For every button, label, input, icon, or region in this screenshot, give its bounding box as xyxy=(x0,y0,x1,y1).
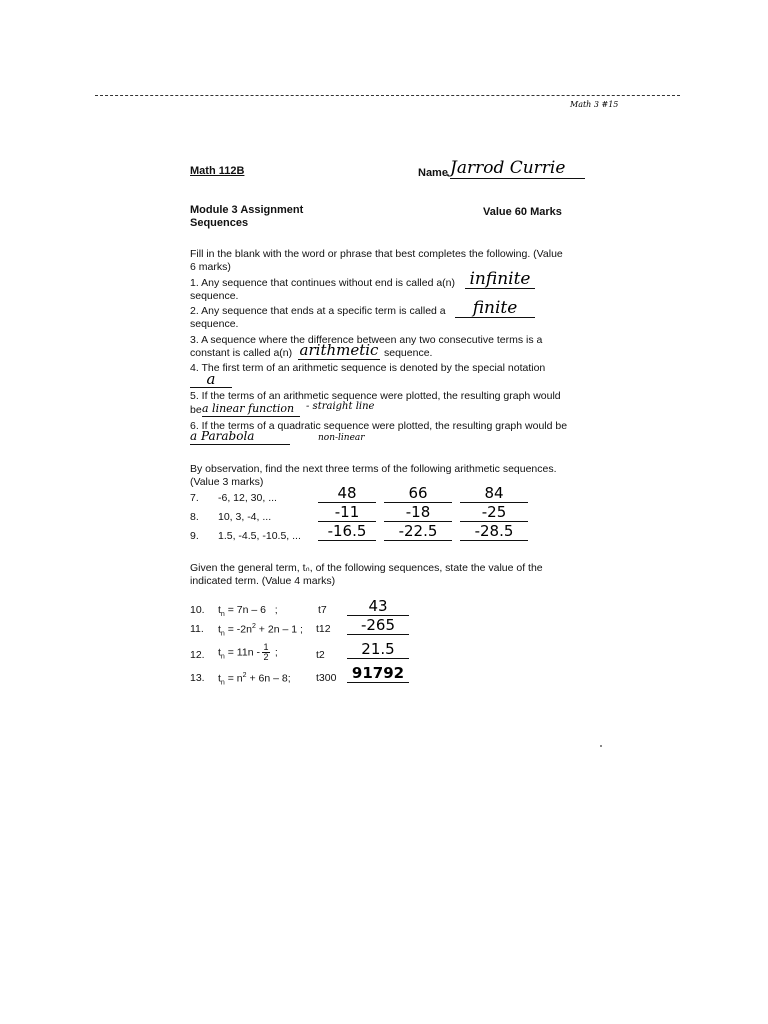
q5-note: - straight line xyxy=(306,401,375,412)
fraction-one-half: $\frac{1}{2}$ xyxy=(263,642,269,662)
q5-text: 5. If the terms of an arithmetic sequence were plotted, the resulting graph would xyxy=(190,390,561,402)
assignment-value: Value 60 Marks xyxy=(483,206,562,218)
q10-term: t7 xyxy=(318,604,327,616)
q6-note: non-linear xyxy=(318,433,365,443)
assignment-title: Module 3 Assignment xyxy=(190,204,304,216)
q11-term: t12 xyxy=(316,623,331,635)
corner-note: Math 3 #15 xyxy=(570,100,619,109)
q7-sequence: -6, 12, 30, ... xyxy=(218,492,277,504)
q3-text: 3. A sequence where the difference between any two consecutive terms is a xyxy=(190,334,543,346)
part2-instructions-2: (Value 3 marks) xyxy=(190,476,264,488)
q4-answer: a xyxy=(190,371,232,388)
course-title: Math 112B xyxy=(190,165,245,177)
q6-text: 6. If the terms of a quadratic sequence were plotted, the resulting graph would be xyxy=(190,420,568,432)
part2-instructions: By observation, find the next three terms of the following arithmetic sequences. xyxy=(190,463,557,475)
q9-answer-1: -16.5 xyxy=(318,523,376,541)
assignment-subtitle: Sequences xyxy=(190,217,249,229)
student-name: Jarrod Currie xyxy=(450,158,585,179)
q1-text: 1. Any sequence that continues without end is called a(n) xyxy=(190,277,456,289)
part1-instructions-2: 6 marks) xyxy=(190,261,231,273)
name-label: Name xyxy=(418,167,448,179)
q8-answer-3: -25 xyxy=(460,504,528,522)
q12-formula: $t_n = 11n$ - $\frac{1}{2}$ ; xyxy=(218,642,278,662)
q9-sequence: 1.5, -4.5, -10.5, ... xyxy=(218,530,301,542)
q2-after: sequence. xyxy=(190,318,239,330)
q7-answer-1: 48 xyxy=(318,485,376,503)
q8-number: 8. xyxy=(190,511,199,523)
q9-answer-2: -22.5 xyxy=(384,523,452,541)
top-dashed-line xyxy=(95,95,680,96)
q3-after: sequence. xyxy=(384,347,433,359)
q1-answer: infinite xyxy=(465,270,535,289)
q6-answer: a Parabola xyxy=(190,429,290,445)
part3-instructions-2: indicated term. (Value 4 marks) xyxy=(190,575,336,587)
q5-answer: a linear function xyxy=(202,401,300,417)
q13-number: 13. xyxy=(190,672,205,684)
q8-answer-2: -18 xyxy=(384,504,452,522)
q8-sequence: 10, 3, -4, ... xyxy=(218,511,272,523)
q10-number: 10. xyxy=(190,604,205,616)
q3-answer: arithmetic xyxy=(299,341,379,359)
q12-number: 12. xyxy=(190,649,205,661)
part3-instructions: Given the general term, tₙ, of the following sequences, state the value of the xyxy=(190,562,543,574)
q10-answer: 43 xyxy=(347,598,409,616)
part1-instructions: Fill in the blank with the word or phrase that best completes the following. (Value xyxy=(190,248,563,260)
q7-answer-2: 66 xyxy=(384,485,452,503)
q9-number: 9. xyxy=(190,530,199,542)
q2-answer: finite xyxy=(455,299,535,318)
q7-number: 7. xyxy=(190,492,199,504)
q8-answer-1: -11 xyxy=(318,504,376,522)
q13-term: t300 xyxy=(316,672,337,684)
q3-text-2: constant is called a(n) xyxy=(190,347,293,359)
q13-formula: $t_n = n^2 + 6n - 8$; xyxy=(218,672,291,687)
q11-number: 11. xyxy=(190,623,204,635)
q7-answer-3: 84 xyxy=(460,485,528,503)
q13-answer: 91792 xyxy=(347,665,409,683)
q2-text: 2. Any sequence that ends at a specific term is called a xyxy=(190,305,446,317)
q11-answer: -265 xyxy=(347,617,409,635)
q10-formula: $t_n = 7n - 6$ ; xyxy=(218,604,278,619)
q12-term: t2 xyxy=(316,649,325,661)
q5-be: be xyxy=(190,404,202,416)
q4-text: 4. The first term of an arithmetic sequence is denoted by the special notation xyxy=(190,362,546,374)
q11-formula: $t_n = -2n^2 + 2n - 1$ ; xyxy=(218,623,303,638)
q1-after: sequence. xyxy=(190,290,239,302)
scan-speck xyxy=(600,745,602,747)
q12-answer: 21.5 xyxy=(347,641,409,659)
q9-answer-3: -28.5 xyxy=(460,523,528,541)
